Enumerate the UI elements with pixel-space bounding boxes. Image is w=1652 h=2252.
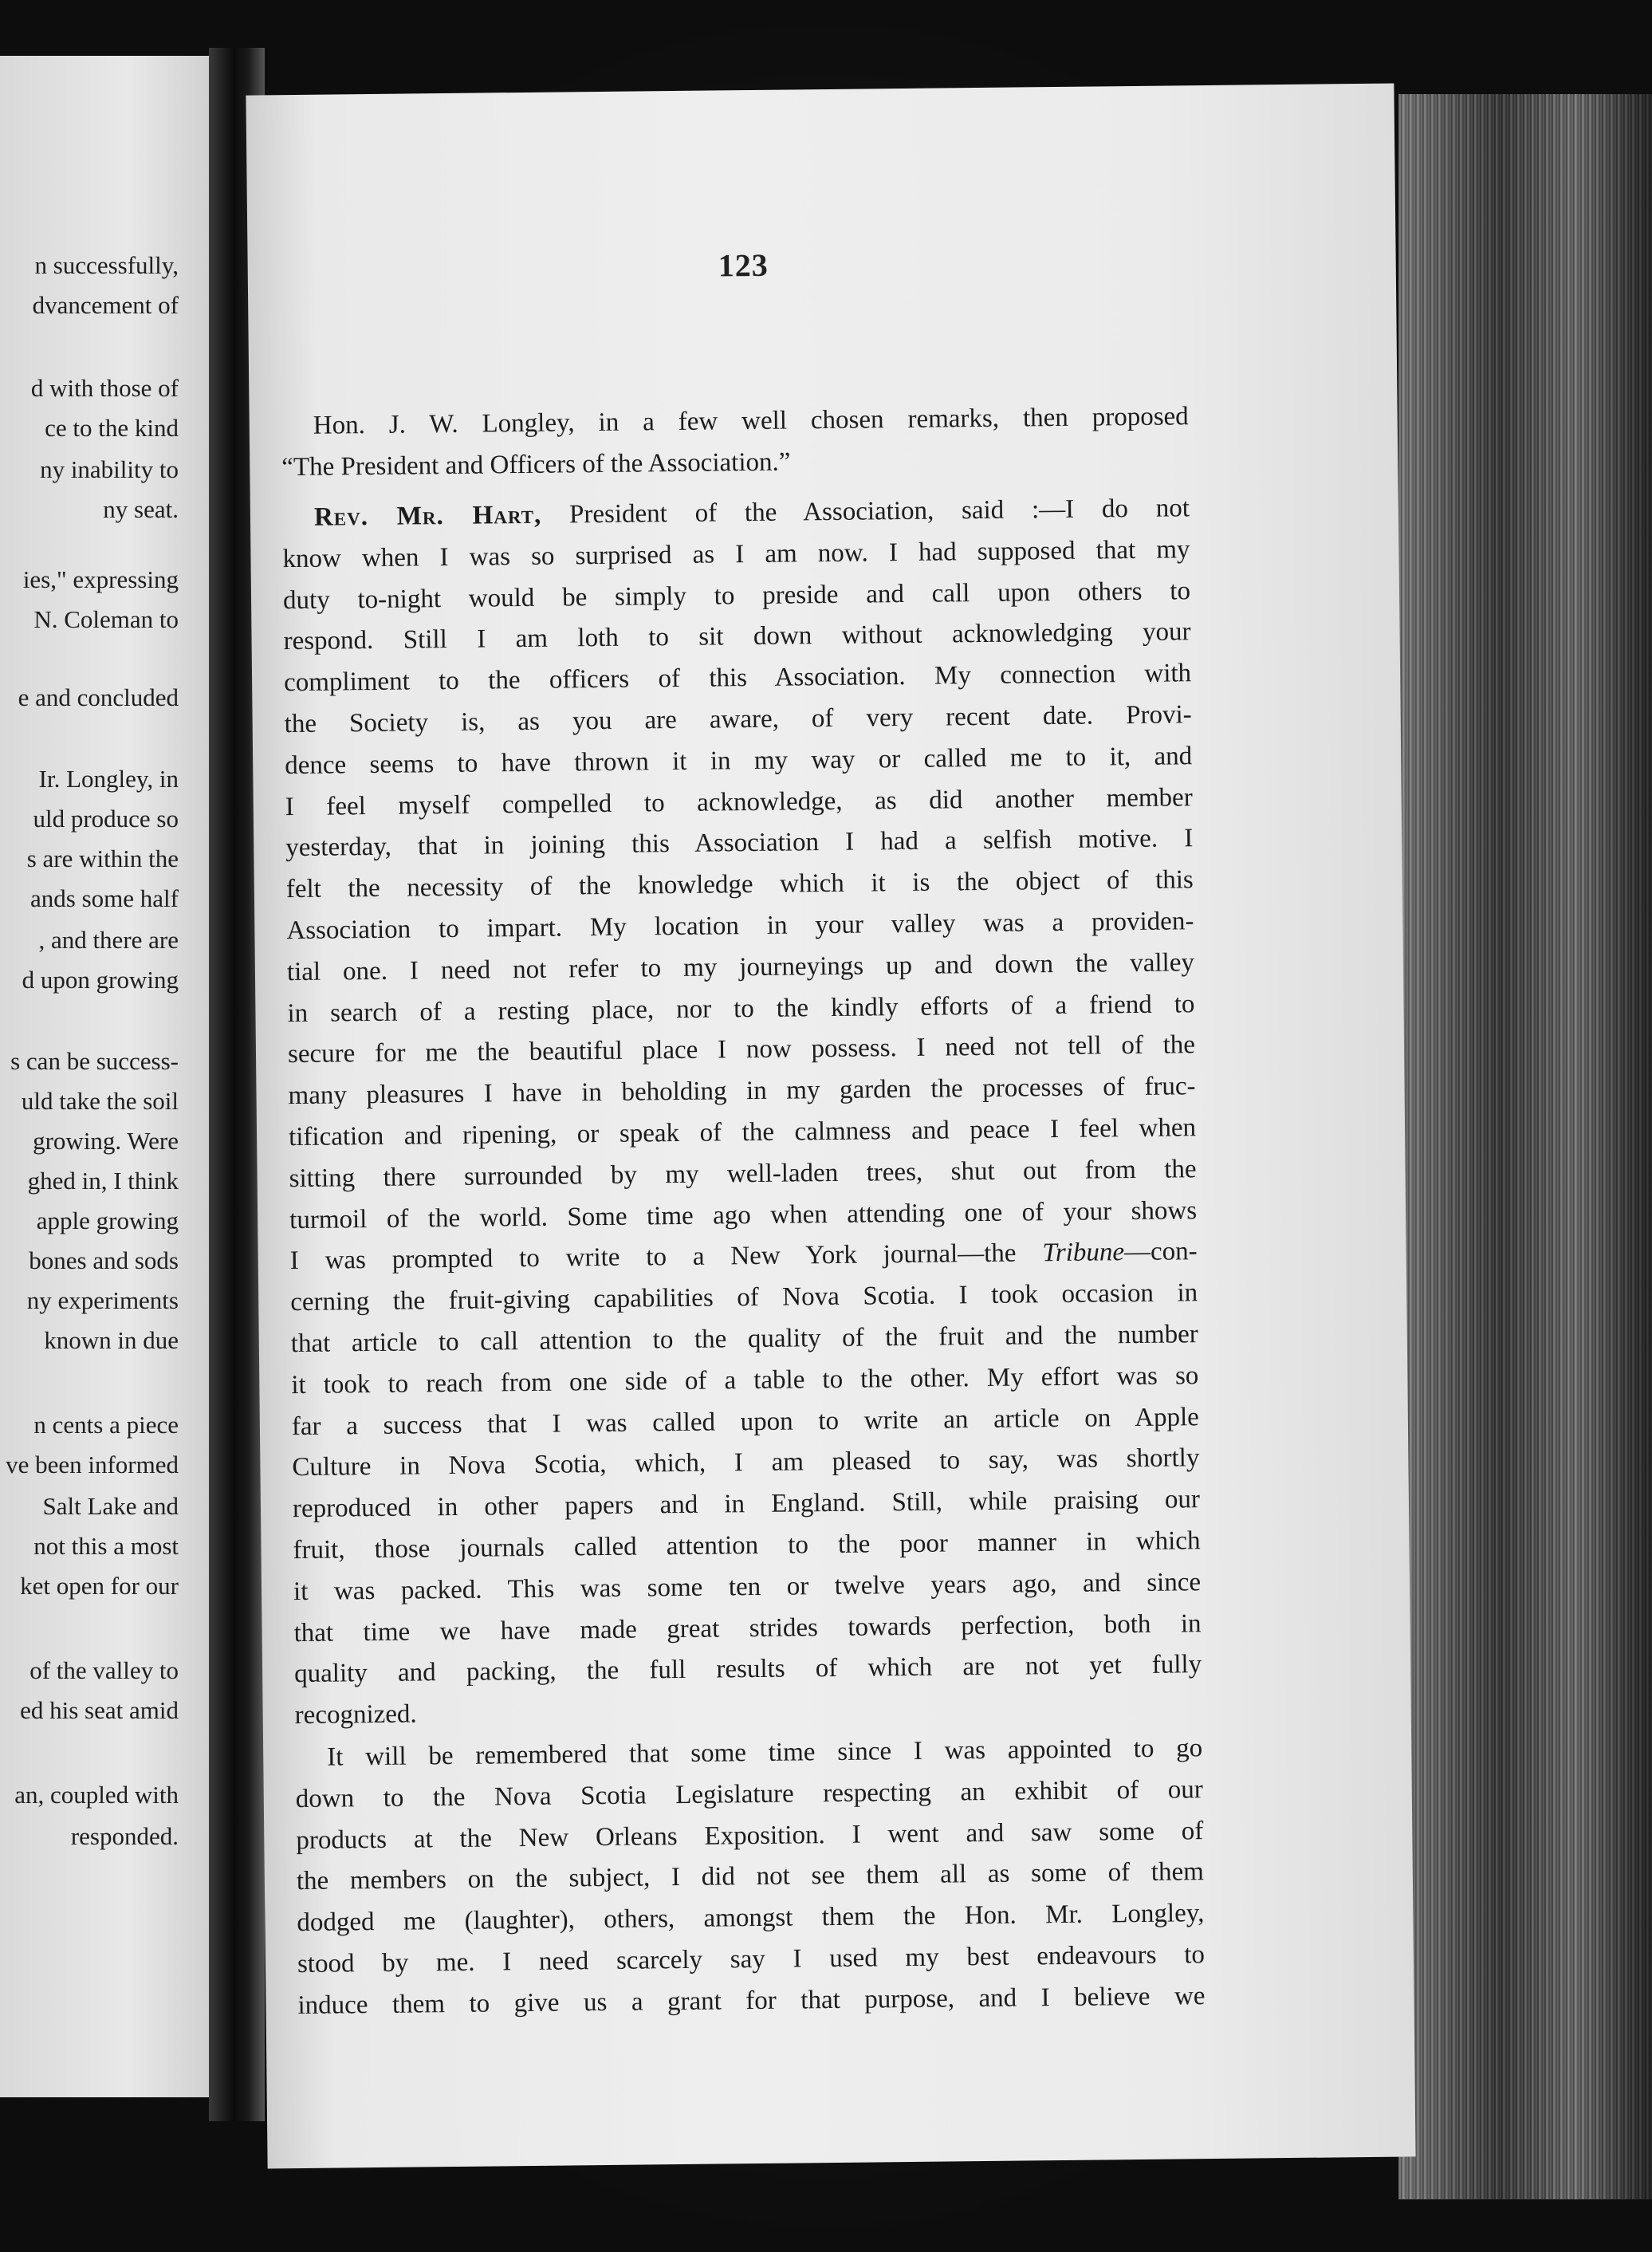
text-line: compliment to the officers of this Association. My connection with: [283, 659, 1192, 698]
text-line: It will be remembered that some time since I was appointed to go: [327, 1734, 1203, 1772]
previous-page-text-fragment: ket open for our: [20, 1572, 179, 1600]
previous-page-text-fragment: ny seat.: [103, 495, 179, 523]
previous-page-text-fragment: s are within the: [26, 844, 179, 872]
previous-page-text-fragment: s can be success-: [10, 1047, 179, 1075]
text-line: that time we have made great strides towards perfection, both in: [293, 1608, 1202, 1648]
previous-page-text-fragment: Salt Lake and: [42, 1492, 179, 1520]
paragraph-legislature: [295, 1728, 1206, 2026]
previous-page-text-fragment: ny inability to: [40, 455, 179, 483]
previous-page-text-fragment: ghed in, I think: [27, 1167, 179, 1195]
page-number: 123: [718, 246, 769, 284]
previous-page-text-fragment: growing. Were: [33, 1127, 179, 1155]
previous-page-text-fragment: ands some half: [30, 884, 179, 912]
paragraph-toast-proposal: [281, 396, 1190, 489]
text-line: dence seems to have thrown it in my way or called me to it, and: [285, 742, 1193, 780]
text-line: Association to impart. My location in your valley was a providen-: [286, 907, 1194, 946]
text-line: duty to-night would be simply to preside and call upon others to: [282, 576, 1191, 615]
previous-page-text-fragment: N. Coleman to: [33, 605, 179, 633]
book-page: [246, 84, 1415, 2169]
text-line: I feel myself compelled to acknowledge, as did another member: [285, 782, 1193, 821]
text-line: yesterday, that in joining this Association I had a selfish motive. I: [285, 824, 1194, 863]
previous-page-text-fragment: known in due: [44, 1326, 179, 1354]
text-run: President of the Association, said :—I do not: [541, 494, 1190, 530]
previous-page-text-fragment: d upon growing: [22, 966, 179, 994]
text-line: Hon. J. W. Longley, in a few well chosen remarks, then proposed: [313, 402, 1189, 440]
previous-page-text-fragment: ve been informed: [6, 1451, 179, 1478]
text-line: turmoil of the world. Some time ago when attending one of your shows: [289, 1195, 1198, 1234]
text-line: down to the Nova Scotia Legislature respecting an exhibit of our: [295, 1774, 1203, 1813]
previous-page-text-fragment: ny experiments: [26, 1286, 179, 1314]
previous-page-text-fragment: apple growing: [36, 1207, 179, 1234]
previous-page-text-fragment: ies," expressing: [22, 565, 179, 593]
text-line: recognized.: [294, 1699, 417, 1730]
text-line: Culture in Nova Scotia, which, I am pleased to say, was shortly: [292, 1443, 1200, 1482]
text-line: quality and packing, the full results of which are not yet fully: [293, 1650, 1202, 1689]
previous-page-text-fragment: Ir. Longley, in: [38, 765, 179, 793]
text-line: reproduced in other papers and in England. Still, while praising our: [292, 1485, 1201, 1524]
previous-page-text-fragment: ed his seat amid: [20, 1696, 179, 1724]
previous-page-text-fragment: dvancement of: [32, 291, 179, 319]
text-line: cerning the fruit-giving capabilities of Nova Scotia. I took occasion in: [290, 1278, 1198, 1317]
text-line: that article to call attention to the quality of the fruit and the number: [290, 1320, 1198, 1359]
text-line: tification and ripening, or speak of the calmness and peace I feel when: [288, 1113, 1197, 1152]
previous-page-text-fragment: , and there are: [38, 926, 179, 954]
text-line: sitting there surrounded by my well-laden trees, shut out from the: [289, 1154, 1197, 1193]
previous-page-edge: [0, 56, 215, 2097]
text-line: secure for me the beautiful place I now possess. I need not tell of the: [287, 1030, 1196, 1069]
text-line: it took to reach from one side of a table to the other. My effort was so: [291, 1360, 1199, 1400]
text-line: fruit, those journals called attention to the poor manner in which: [293, 1526, 1201, 1565]
paragraph-president-speech: [282, 488, 1202, 1737]
text-line: the members on the subject, I did not see them all as some of them: [296, 1857, 1205, 1896]
text-line: respond. Still I am loth to sit down without acknowledging your: [283, 617, 1191, 656]
previous-page-text-fragment: not this a most: [33, 1532, 179, 1560]
text-line: “The President and Officers of the Association.”: [281, 447, 791, 482]
previous-page-text-fragment: n cents a piece: [33, 1411, 179, 1439]
text-line: far a success that I was called upon to write an article on Apple: [291, 1402, 1200, 1441]
text-line: stood by me. I need scarcely say I used my best endeavours to: [297, 1940, 1206, 1979]
text-line: many pleasures I have in beholding in my garden the processes of fruc-: [288, 1072, 1196, 1111]
text-line: products at the New Orleans Exposition. I went and saw some of: [296, 1816, 1204, 1855]
previous-page-text-fragment: uld produce so: [33, 805, 179, 833]
text-line: induce them to give us a grant for that purpose, and I believe we: [297, 1981, 1206, 2020]
text-line: it was packed. This was some ten or twelve years ago, and since: [293, 1567, 1202, 1606]
text-run: I was prompted to write to a New York journal—the: [289, 1238, 1043, 1276]
text-line: know when I was so surprised as I am now. I had supposed that my: [282, 535, 1190, 573]
previous-page-text-fragment: uld take the soil: [21, 1087, 179, 1115]
previous-page-text-fragment: of the valley to: [30, 1656, 179, 1684]
previous-page-text-fragment: bones and sods: [29, 1246, 179, 1274]
text-line: the Society is, as you are aware, of very recent date. Provi-: [284, 700, 1192, 739]
text-line: felt the necessity of the knowledge which it is the object of this: [285, 865, 1194, 904]
text-line: dodged me (laughter), others, amongst them the Hon. Mr. Longley,: [297, 1899, 1205, 1938]
speaker-name: Rev. Mr. Hart,: [313, 500, 542, 532]
previous-page-text-fragment: an, coupled with: [14, 1781, 179, 1809]
previous-page-text-fragment: responded.: [70, 1822, 179, 1850]
text-line: tial one. I need not refer to my journeyings up and down the valley: [286, 947, 1195, 986]
previous-page-text-fragment: d with those of: [30, 374, 179, 402]
text-line: in search of a resting place, nor to the kindly efforts of a friend to: [287, 989, 1195, 1028]
previous-page-text-fragment: n successfully,: [34, 251, 179, 279]
previous-page-text-fragment: ce to the kind: [45, 414, 179, 442]
newspaper-title: Tribune: [1042, 1238, 1125, 1268]
text-run: —con-: [1123, 1237, 1198, 1267]
page-block-edges: [1398, 94, 1652, 2199]
previous-page-text-fragment: e and concluded: [18, 683, 179, 711]
